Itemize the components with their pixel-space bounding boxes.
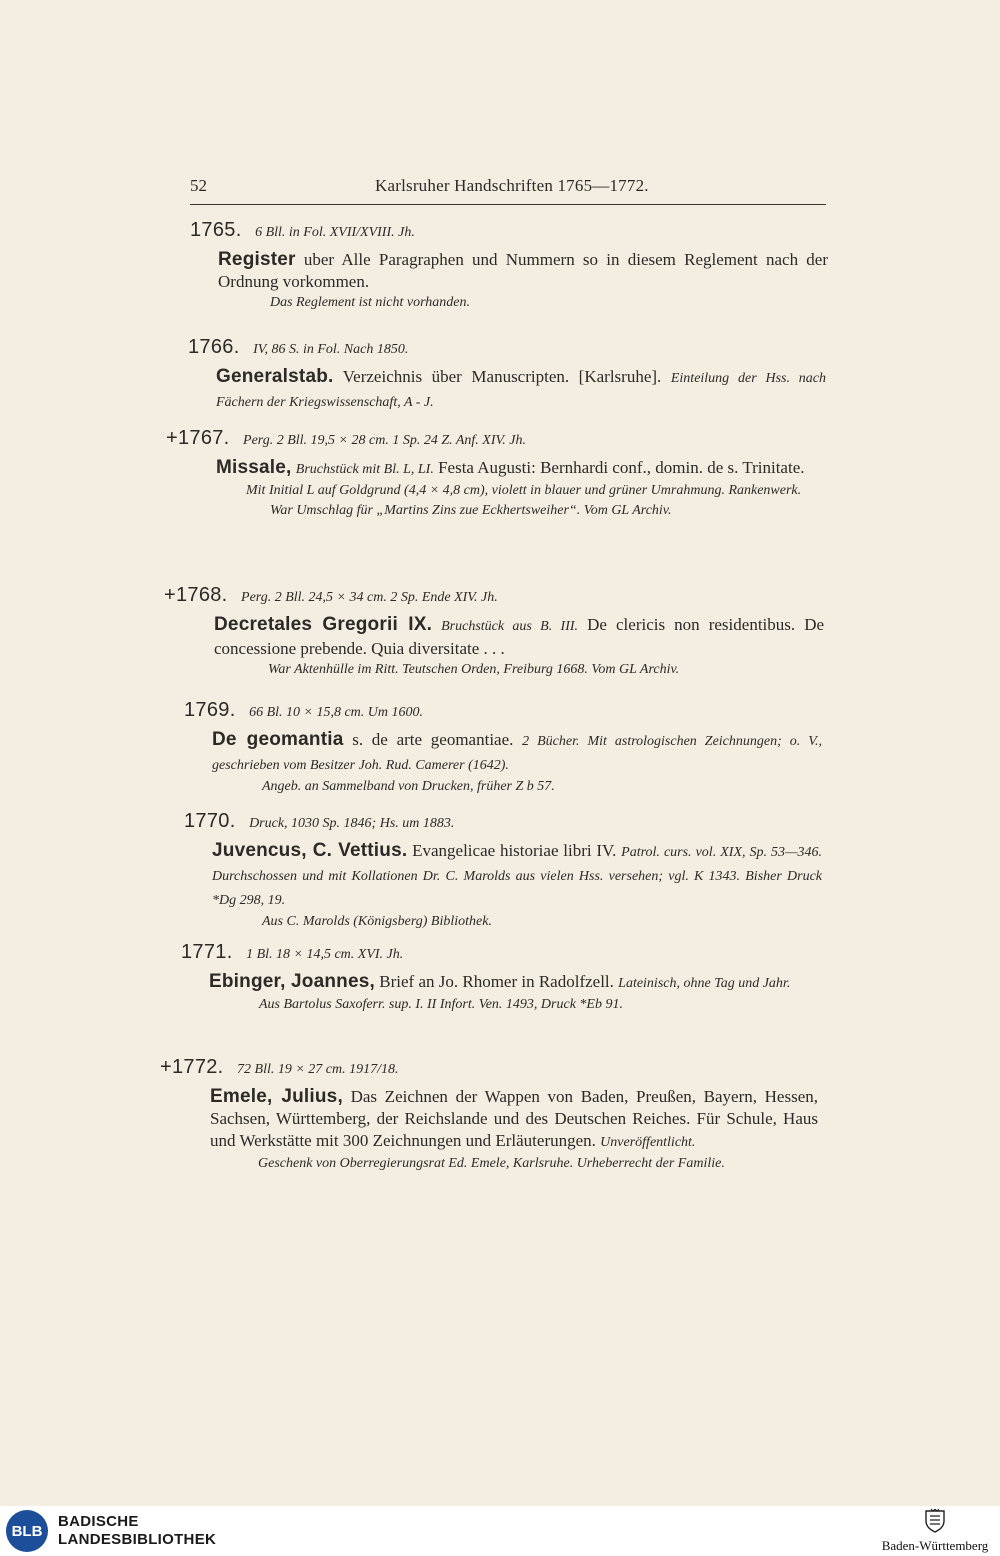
entry-number: 1766. [188, 336, 240, 358]
entry-note: War Umschlag für „Martins Zins zue Eckhertsweiher“. Vom GL Archiv. [270, 503, 672, 518]
blb-logo[interactable]: BLB [6, 1510, 48, 1552]
entry-note: Angeb. an Sammelband von Drucken, früher Z b 57. [262, 779, 555, 794]
entry-note: Aus C. Marolds (Königsberg) Bibliothek. [262, 914, 492, 929]
catalog-entry [166, 428, 826, 521]
entry-body [209, 971, 819, 995]
entry-italic-text: Unveröffentlicht. [600, 1135, 696, 1150]
entry-meta: IV, 86 S. in Fol. Nach 1850. [253, 342, 409, 357]
entry-italic-text: Bruchstück mit Bl. L, LI. [295, 462, 434, 477]
viewer-footer [0, 1506, 1000, 1556]
entry-number: 1770. [184, 810, 236, 832]
entry-body [214, 614, 824, 660]
entry-italic-text: Patrol. curs. vol. XIX, Sp. 53—346. Durchschossen und mit Kollationen Dr. C. Marolds aus vielen Hss. versehen; vgl. K 1343. Bisher Druck *Dg 298, 19. [212, 845, 822, 908]
catalog-entry [164, 585, 824, 680]
entry-note: Mit Initial L auf Goldgrund (4,4 × 4,8 cm), violett in blauer und grüner Umrahmung. Rankenwerk. [246, 483, 802, 498]
coat-of-arms-icon [924, 1509, 946, 1533]
catalog-entry [181, 942, 841, 1015]
running-title: Karlsruher Handschriften 1765—1772. [375, 176, 649, 195]
entry-number: 1771. [181, 941, 233, 963]
catalog-entry [188, 337, 848, 414]
entry-body [212, 729, 822, 777]
entry-headword: Generalstab. [216, 366, 334, 387]
library-name-line2: LANDESBIBLIOTHEK [58, 1531, 217, 1548]
catalog-entry [184, 811, 844, 932]
entry-headword: Missale, [216, 457, 292, 478]
entry-body [216, 457, 826, 481]
entry-note: Aus Bartolus Saxoferr. sup. I. II Infort. Ven. 1493, Druck *Eb 91. [259, 997, 623, 1012]
library-name-line1: BADISCHE [58, 1513, 139, 1530]
entry-body [210, 1086, 818, 1154]
entry-text: Evangelicae historiae libri IV. [412, 841, 617, 860]
region-name: Baden-Württemberg [881, 1538, 989, 1553]
catalog-entry [160, 1057, 820, 1174]
entry-headword: Juvencus, C. Vettius. [212, 840, 408, 861]
entry-headword: Emele, Julius, [210, 1086, 343, 1107]
entry-number: 1769. [184, 699, 236, 721]
entry-italic-text: Einteilung der Hss. nach Fächern der Kriegswissenschaft, A - J. [216, 371, 826, 410]
entry-text: s. de arte geomantiae. [352, 730, 514, 749]
catalog-entry [184, 700, 844, 797]
entry-text: De clericis non residentibus. De concessione prebende. Quia diversitate . . . [214, 615, 825, 658]
entry-body [218, 249, 828, 293]
entry-number: +1767. [166, 427, 230, 449]
entry-text: Festa Augusti: Bernhardi conf., domin. de s. Trinitate. [438, 458, 805, 477]
entry-headword: Ebinger, Joannes, [209, 971, 376, 992]
entry-note: War Aktenhülle im Ritt. Teutschen Orden, Freiburg 1668. Vom GL Archiv. [268, 662, 680, 677]
entry-meta: 72 Bll. 19 × 27 cm. 1917/18. [237, 1062, 399, 1077]
entry-meta: Perg. 2 Bll. 24,5 × 34 cm. 2 Sp. Ende XIV. Jh. [241, 590, 498, 605]
entry-italic-text: 2 Bücher. Mit astrologischen Zeichnungen; o. V., geschrieben vom Besitzer Joh. Rud. Camerer (1642). [212, 734, 822, 773]
entry-italic-text: Bruchstück aus B. III. [441, 619, 579, 634]
entry-meta: 6 Bll. in Fol. XVII/XVIII. Jh. [255, 225, 415, 240]
library-name[interactable] [58, 1513, 216, 1549]
entry-headword: De geomantia [212, 729, 344, 750]
entry-text: Das Zeichnen der Wappen von Baden, Preußen, Bayern, Hessen, Sachsen, Württemberg, der Reichslande und des Deutschen Reiches. Für Schule, Haus und Werkstätte mit 300 Zeichnungen und Erläuterungen. [210, 1087, 819, 1150]
entry-text: Verzeichnis über Manuscripten. [Karlsruhe]. [342, 367, 662, 386]
entry-number: 1765. [190, 219, 242, 241]
catalog-entry [190, 220, 850, 313]
entry-text: Brief an Jo. Rhomer in Radolfzell. [379, 972, 614, 991]
entry-body [212, 840, 822, 912]
entry-meta: 66 Bl. 10 × 15,8 cm. Um 1600. [249, 705, 423, 720]
entry-meta: 1 Bl. 18 × 14,5 cm. XVI. Jh. [246, 947, 404, 962]
entry-meta: Perg. 2 Bll. 19,5 × 28 cm. 1 Sp. 24 Z. Anf. XIV. Jh. [243, 433, 526, 448]
entry-text: uber Alle Paragraphen und Nummern so in diesem Reglement nach der Ordnung vorkommen. [218, 250, 829, 291]
page-number: 52 [190, 176, 207, 195]
entry-headword: Decretales Gregorii IX. [214, 614, 433, 635]
entry-headword: Register [218, 249, 296, 270]
region-logo[interactable] [870, 1506, 1000, 1556]
entry-number: +1768. [164, 584, 228, 606]
entry-number: +1772. [160, 1056, 224, 1078]
entry-meta: Druck, 1030 Sp. 1846; Hs. um 1883. [249, 816, 455, 831]
entry-italic-text: Lateinisch, ohne Tag und Jahr. [618, 976, 791, 991]
entry-note: Das Reglement ist nicht vorhanden. [270, 295, 470, 310]
page-header [190, 176, 826, 205]
entry-body [216, 366, 826, 414]
entry-note: Geschenk von Oberregierungsrat Ed. Emele, Karlsruhe. Urheberrecht der Familie. [258, 1156, 725, 1171]
